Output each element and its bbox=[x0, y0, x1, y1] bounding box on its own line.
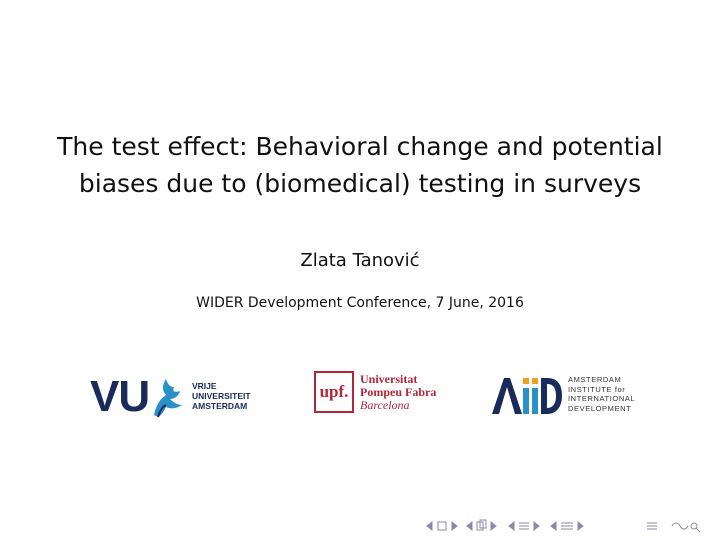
upf-line-1: Universitat bbox=[360, 372, 418, 386]
slide-title bbox=[40, 128, 680, 202]
vu-logo-letters: VU bbox=[90, 372, 150, 421]
vu-line-1: VRIJE bbox=[192, 381, 217, 391]
nav-right-icon[interactable] bbox=[467, 520, 496, 530]
vu-amsterdam-logo bbox=[90, 372, 270, 421]
aiid-line-3: INTERNATIONAL bbox=[568, 394, 636, 403]
nav-subsection-icon[interactable] bbox=[509, 522, 539, 530]
aiid-logo-letters bbox=[492, 374, 562, 414]
upf-line-3: Barcelona bbox=[360, 398, 410, 412]
upf-mark: upf. bbox=[314, 371, 354, 413]
griffin-icon bbox=[148, 375, 184, 419]
upf-logo bbox=[314, 371, 454, 417]
aiid-line-2: INSTITUTE for bbox=[568, 384, 626, 394]
nav-left-icon[interactable] bbox=[427, 522, 432, 530]
nav-section-icon[interactable] bbox=[551, 522, 583, 530]
beamer-navigation-bar bbox=[424, 519, 704, 533]
nav-align-icon[interactable] bbox=[647, 523, 657, 529]
upf-logo-text bbox=[360, 373, 436, 412]
author-name: Zlata Tanović bbox=[300, 250, 420, 271]
nav-search-icon[interactable] bbox=[672, 523, 700, 532]
vu-line-2: UNIVERSITEIT bbox=[192, 391, 251, 401]
aiid-logo bbox=[492, 374, 652, 418]
title-line-2: biases due to (biomedical) testing in surveys bbox=[78, 169, 642, 198]
vu-logo-text bbox=[192, 381, 251, 411]
aiid-line-1: AMSTERDAM bbox=[568, 375, 622, 384]
vu-line-3: AMSTERDAM bbox=[192, 401, 248, 411]
aiid-line-4: DEVELOPMENT bbox=[568, 403, 632, 413]
nav-frame-icon[interactable] bbox=[438, 522, 457, 530]
conference-line: WIDER Development Conference, 7 June, 2016 bbox=[196, 295, 524, 311]
upf-line-2: Pompeu Fabra bbox=[360, 385, 437, 399]
aiid-logo-text bbox=[568, 375, 635, 413]
title-line-1: The test effect: Behavioral change and potential bbox=[57, 132, 663, 161]
